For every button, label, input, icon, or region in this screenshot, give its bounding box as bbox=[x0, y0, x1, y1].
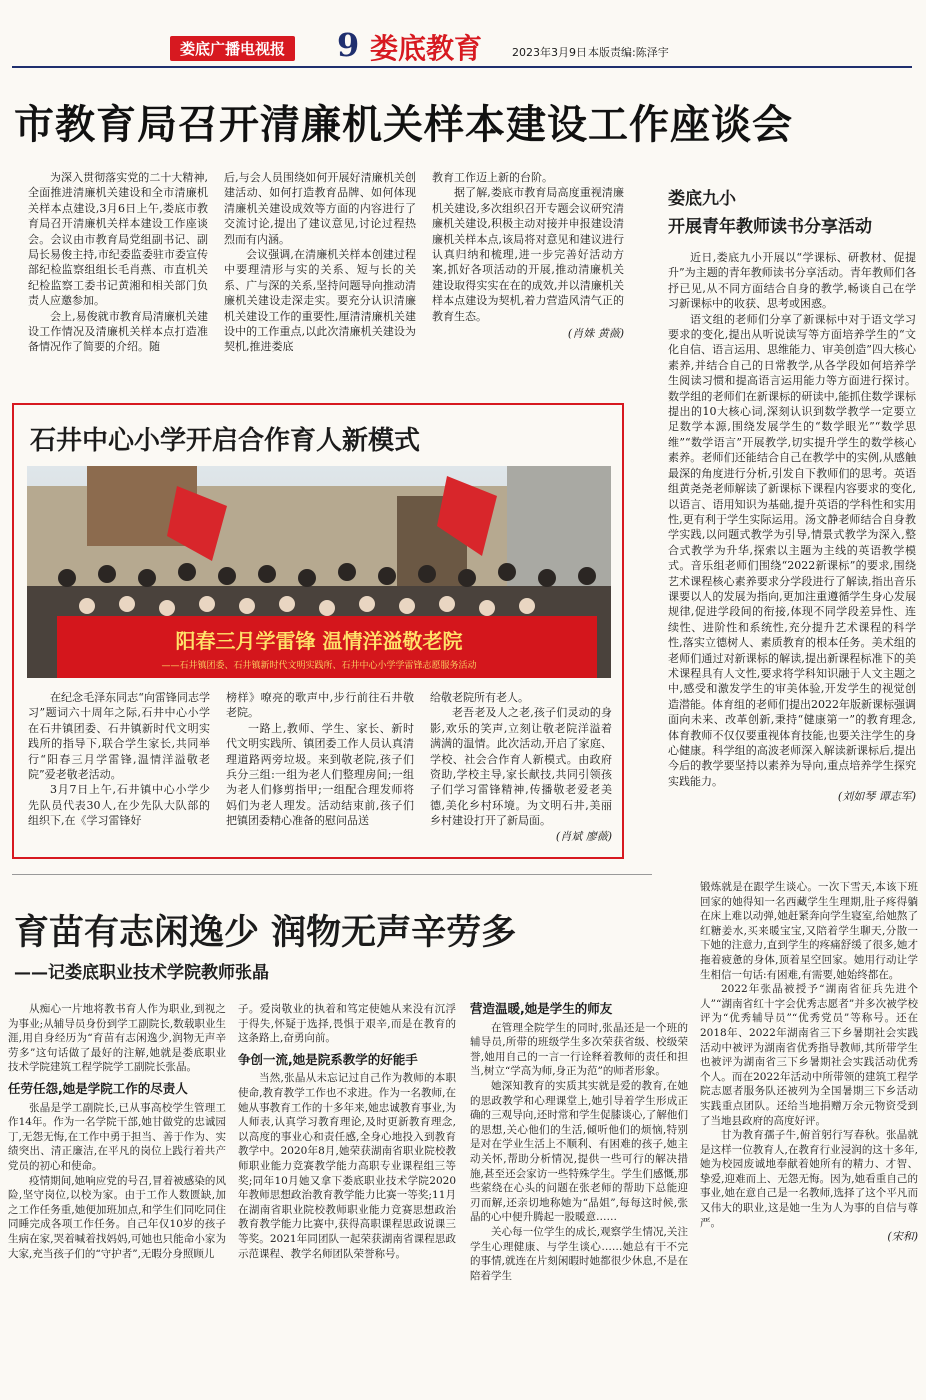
group-photo bbox=[27, 466, 611, 678]
paragraph: 2022年张晶被授予“湖南省征兵先进个人”“湖南省红十字会优秀志愿者”并多次被学校评为“优秀辅导员”“优秀党员”等称号。还在2018年、2022年湖南省三下乡暑期社会实践活动中被评为湖南省优秀指导教师,其所带学生也被评为湖南省三下乡暑期社会实践活动优秀个人。而在2022年活动中所带领的建筑工程学院志愿者服务队还被列为全国暑期三下乡活动实践重点团队。还给当地捐赠万余元物资受到了当地县政府的高度好评。 bbox=[700, 983, 918, 1127]
article3-signature: (肖斌 廖薇) bbox=[555, 829, 612, 843]
paragraph: 给敬老院所有老人。 bbox=[430, 691, 529, 704]
paragraph: 后,与会人员围绕如何开展好清廉机关创建活动、如何打造教育品牌、如何体现清廉机关建设成效等方面的内容进行了交流讨论,提出了建议意见,讨论过程热烈而有内涵。 bbox=[224, 171, 416, 246]
paragraph: 关心每一位学生的成长,观察学生情况,关注学生心理健康、与学生谈心……她总有干不完的事情,就连在片刻闲暇时她都很少休息,不是在陪着学生 bbox=[470, 1225, 688, 1282]
paragraph: 子。爱岗敬业的执着和笃定使她从来没有沉浮于得失,怀疑于选择,畏惧于艰辛,而是在教育的这条路上,奋勇向前。 bbox=[238, 1003, 456, 1045]
article1-signature: (肖姝 黄薇) bbox=[567, 327, 624, 341]
paragraph: 在纪念毛泽东同志“向雷锋同志学习”题词六十周年之际,石井中心小学在石井镇团委、石井镇新时代文明实践所的指导下,联合学生家长,共同举行“阳春三月学雷锋,温情洋溢敬老院”爱老敬老活动。 bbox=[28, 691, 210, 782]
paragraph: 老吾老及人之老,孩子们灵动的身影,欢乐的笑声,立刻让敬老院洋溢着满满的温情。此次活动,开启了家庭、学校、社会合作育人新模式。由政府资助,学校主导,家长献技,共同引领孩子们学习雷锋精神,传播敬老爱老美德,美化乡村环境。为文明石井,美丽乡村建设打开了新局面。 bbox=[430, 706, 612, 828]
paragraph: 张晶是学工副院长,已从事高校学生管理工作14年。作为一名学院干部,她甘做党的忠诚园丁,无怨无悔,在工作中勇于担当、善于作为、实绩突出、清正廉洁,在平凡的岗位上践行着共产党员的初心和使命。 bbox=[8, 1101, 226, 1172]
paragraph: 榜样》嘹亮的歌声中,步行前往石井敬老院。 bbox=[226, 691, 414, 720]
paragraph: 会议强调,在清廉机关样本创建过程中要理清形与实的关系、短与长的关系、广与深的关系,坚持问题导向推动清廉机关建设走深走实。要充分认识清廉机关建设工作的重要性,厘清清廉机关建设中的工作重点,以此次清廉机关建设为契机,推进娄底 bbox=[224, 248, 416, 354]
paragraph: 会上,易俊就市教育局清廉机关建设工作情况及清廉机关样本点打造准备情况作了简要的介绍。随 bbox=[28, 309, 208, 354]
article4-subheading: 任劳任怨,她是学院工作的尽责人 bbox=[8, 1080, 188, 1096]
article4-col4 bbox=[700, 880, 918, 1245]
banner-sub-text: ——石井镇团委、石井镇新时代文明实践所、石井中心小学学雷锋志愿服务活动 bbox=[161, 661, 477, 671]
paragraph: 近日,娄底九小开展以“学课标、研教材、促提升”为主题的青年教师读书分享活动。青年教师们各抒已见,从不同方面结合自身的教学,畅谈自己在学习新课标中的收获、思考或困惑。 bbox=[668, 251, 916, 311]
paragraph: 在管理全院学生的同时,张晶还是一个班的辅导员,所带的班级学生多次荣获省级、校级荣誉,她用自己的一言一行诠释着教师的责任和担当,树立“学高为师,身正为范”的师者形象。 bbox=[470, 1021, 688, 1078]
article3-col3 bbox=[430, 690, 612, 844]
article3-headline: 石井中心小学开启合作育人新模式 bbox=[30, 426, 421, 456]
article4-col2 bbox=[238, 1002, 456, 1261]
paragraph: 据了解,娄底市教育局高度重视清廉机关建设,多次组织召开专题会议研究清廉机关建设,积极主动对接并申报建设清廉机关样本点,该局将对意见和建议进行认真归纳和梳理,进一步完善好活动方案,抓好各项活动的开展,推动清廉机关建设取得实实在在的成效,并以清廉机关样本点建设为契机,着力营造风清气正的教育生态。 bbox=[432, 186, 624, 323]
article1-col3 bbox=[432, 170, 624, 341]
paragraph: 一路上,教师、学生、家长、新时代文明实践所、镇团委工作人员认真清理道路两旁垃圾。来到敬老院,孩子们兵分三组:一组为老人们整理房间;一组为老人们修剪指甲;一组配合理发师将妈们为老人理发。活动结束前,孩子们把镇团委精心准备的慰问品送 bbox=[226, 721, 414, 828]
masthead bbox=[0, 26, 926, 70]
section-divider bbox=[12, 874, 652, 875]
article1-col2 bbox=[224, 170, 416, 355]
paragraph: 她深知教育的实质其实就是爱的教育,在她的思政教学和心理课堂上,她引导着学生形成正确的三观导向,还时常和学生促膝谈心,了解他们的思想,关心他们的生活,倾听他们的烦恼,特别是对在学业生活上不顺利、有困难的孩子,她主动关怀,帮助分析情况,提供一些可行的解决措施,甚至还会家访一些特殊学生。学生们感慨,那些萦绕在心头的问题在张老师的帮助下总能迎刃而解,还亲切地称她为“晶姐”,每每这时候,张晶的心中便升腾起一股暖意…… bbox=[470, 1079, 688, 1224]
article1-col1 bbox=[28, 170, 208, 355]
article2-headline: 娄底九小 bbox=[668, 189, 736, 209]
paragraph: 甘为教育孺子牛,俯首躬行写春秋。张晶就是这样一位教育人,在教育行业浸润的这十多年,她为校园废诚地奉献着她所有的精力、才智、挚爱,迎难而上、无怨无悔。因为,她看重自己的事业,她在意自己是一名教师,选择了这个平凡而又伟大的职业,这是她一生为人为事的自信与尊严。 bbox=[700, 1129, 918, 1229]
paragraph: 教育工作迈上新的台阶。 bbox=[432, 171, 553, 184]
article4-signature: (宋和) bbox=[887, 1230, 918, 1244]
paragraph: 为深入贯彻落实党的二十大精神,全面推进清廉机关建设和全市清廉机关样本点建设,3月6日上午,娄底市教育局召开清廉机关样本建设工作座谈会。会议由市教育局党组副书记、副局长易俊主持,市纪委监委驻市委宣传部纪检监察组组长毛肖燕、市直机关纪检监察工委书记黄湘和相关部门负责人应邀参加。 bbox=[28, 171, 208, 308]
page-number: 9 bbox=[337, 26, 360, 64]
article4-subheading: 营造温暖,她是学生的师友 bbox=[470, 1001, 613, 1016]
paragraph: 从痴心一片地将教书育人作为职业,到视之为事业;从辅导员身份到学工副院长,数载职业生涯,用自身经历为“育苗有志闲逸少,润物无声辛劳多”这句话做了最好的注解,她就是娄底职业技术学院建筑工程学院学工副院长张晶。 bbox=[8, 1003, 226, 1074]
article2-signature: (刘如琴 谭志军) bbox=[837, 790, 916, 804]
article4-subhead: ——记娄底职业技术学院教师张晶 bbox=[14, 963, 269, 983]
article4-subheading: 争创一流,她是院系教学的好能手 bbox=[238, 1051, 418, 1067]
paragraph: 3月7日上午,石井镇中心小学少先队员代表30人,在少先队大队部的组织下,在《学习雷锋好 bbox=[28, 783, 210, 828]
masthead-rule bbox=[12, 66, 912, 68]
paragraph: 疫情期间,她响应党的号召,冒着被感染的风险,坚守岗位,以校为家。由于工作人数匮缺,加之工作任务重,她便加班加点,和学生们同吃同住同睡完成各项工作任务。自己年仅10岁的孩子生病在家,哭着喊着找妈妈,可她也只能命小家为大家,充当孩子们的“守护者”,无暇分身照顾儿 bbox=[8, 1174, 226, 1260]
banner-main-text: 阳春三月学雷锋 温情洋溢敬老院 bbox=[175, 629, 463, 653]
paragraph: 当然,张晶从未忘记过自己作为教师的本职使命,教育教学工作也不求进。作为一名教师,在她从事教育工作的十多年来,她忠诚教育事业,为人师表,认真学习教育理论,及时更新教育理念,以高度的事业心和责任感,全身心地投入到教育教学中。2020年8月,她荣获湖南省职业院校教师职业能力竞赛教学能力高职专业课程组三等奖;同年10月她又拿下娄底职业技术学院2020年教师思想政治教育教学能力比赛一等奖;11月在湖南省职业院校教师职业能力竞赛思想政治教育教学能力比赛中,获得高职课程思政说课三等奖。2021年同团队一起荣获湖南省课程思政示范课程、教学名师团队荣誉称号。 bbox=[238, 1072, 456, 1260]
article2-body bbox=[668, 250, 916, 805]
article4-col3 bbox=[470, 1002, 688, 1283]
article1-headline: 市教育局召开清廉机关样本建设工作座谈会 bbox=[14, 102, 793, 148]
article2-subhead: 开展青年教师读书分享活动 bbox=[668, 217, 872, 237]
paragraph: 语文组的老师们分享了新课标中对于语文学习要求的变化,提出从听说读写等方面培养学生的“文化自信、语言运用、思维能力、审美创造”四大核心素养,并结合自己的日常教学,从各学段如何培养学生阅读习惯和提高语言运用能力等方面进行探讨。数学组的老师们在新课标的研读中,能抓住数学课标提出的10大核心词,深刻认识到数学教学一定要立足数学本源,围绕发展学生的“数学眼光”“数学思维”“数学语言”开展教学,切实提升学生的数学核心素养。老师们还能结合自己在教学中的实例,从感触最深的角度进行分析,引发自下教师们的思考。英语组黄尧尧老师解读了新课标下课程内容要求的变化,以语言、语用知识为基础,提升英语的学科性和实用性,更有利于学生实际运用。汤文静老师结合自身教学实践,以问题式教学为引导,情景式教学为深入,整合式教学为升华,探索以主题为主线的英语教学模式。音乐组老师们围绕“2022新课标”的要求,围绕艺术课程核心素养要求分学段进行了解读,指出音乐课要以人的发展为指向,更加注重遵循学生身心发展规律,促进学段间的衔接,体现不同学段差异性、连续性、进阶性和系统性,充分提升艺术课程的科学性,落实立德树人、素质教育的根本任务。美术组的老师们通过对新课标的解读,提出新课程标准下的美术课程具有人文性,要求将学科知识融于人文主题之中,感受和激发学生的审美体验,开发学生的视觉创造潜能。体育组的老师们提出2022年版新课标强调面向未来、改革创新,秉持“健康第一”的教育理念,体育教师不仅仅要重视体育技能,也要关注学生的身心健康。科学组的高波老师深入解读新课标后,提出今后的教学要坚持以素养为导向,重点培养学生探究实践能力。 bbox=[668, 312, 916, 788]
paragraph: 锻炼就是在跟学生谈心。一次下雪天,本该下班回家的她得知一名西藏学生生理期,肚子疼得躺在床上难以动弹,她赶紧奔向学生寝室,给她熬了红糖姜水,买来暖宝宝,又陪着学生聊天,分散一下她的注意力,直到学生的疼痛舒缓了很多,她才拖着疲惫的身体,顶着星空回家。她用行动让学生相信一句话:有困难,有需要,她始终都在。 bbox=[700, 881, 918, 981]
editor-credit: 本版责编:陈泽宇 bbox=[588, 46, 669, 59]
article4-col1 bbox=[8, 1002, 226, 1261]
article3-col1 bbox=[28, 690, 210, 829]
section-title: 娄底教育 bbox=[370, 32, 483, 65]
issue-date: 2023年3月9日 bbox=[512, 46, 587, 59]
article4-headline: 育苗有志闲逸少 润物无声辛劳多 bbox=[14, 913, 517, 953]
article3-col2 bbox=[226, 690, 414, 829]
paper-name: 娄底广播电视报 bbox=[170, 36, 295, 61]
